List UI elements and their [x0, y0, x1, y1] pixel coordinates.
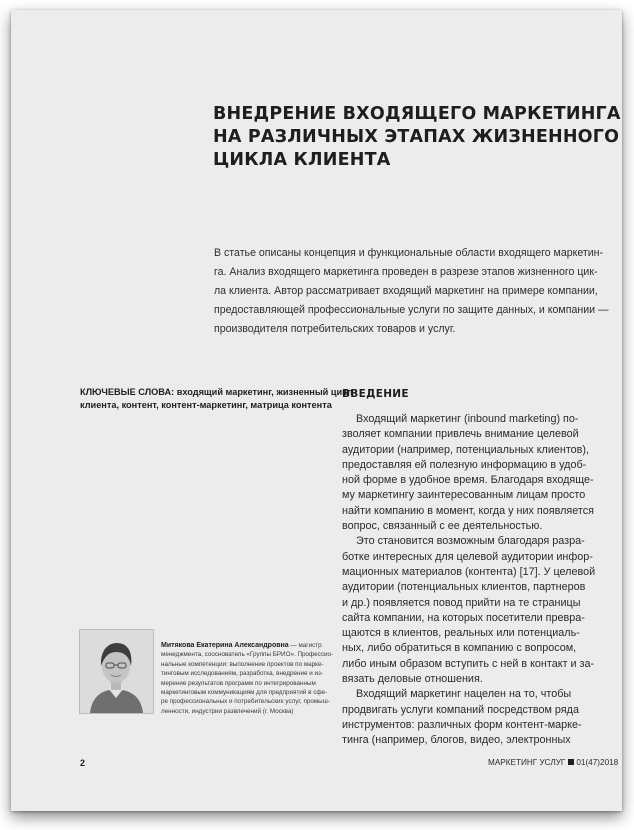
body-line: либо иным образом вступить с ней в контакт и за-: [342, 657, 595, 670]
body-line: предоставляя ей полезную информацию в удоб-: [342, 458, 587, 471]
article-title: [213, 103, 621, 172]
title-line: ВНЕДРЕНИЕ ВХОДЯЩЕГО МАРКЕТИНГА: [213, 104, 621, 124]
body-line: ной форме в удобное время. Благодаря входяще-: [342, 474, 594, 487]
body-line: щаются в клиентов, реальных или потенциаль-: [342, 627, 580, 640]
body-line: инструментов: различных форм контент-марке-: [342, 718, 582, 731]
body-line: сайта компании, на которых посетители превра-: [342, 611, 585, 624]
abstract-line: предоставляющей профессиональные услуги по защите данных, и компании —: [214, 304, 609, 316]
body-line: зволяет компании привлечь внимание целевой: [342, 428, 579, 441]
body-line: мационных материалов (контента) [17]. У целевой: [342, 565, 596, 578]
page-number: 2: [80, 758, 86, 768]
abstract-line: В статье описаны концепция и функциональные области входящего маркетин-: [214, 247, 604, 259]
section-heading: ВВЕДЕНИЕ: [342, 388, 409, 400]
body-line: аудитории (например, потенциальных клиентов),: [342, 443, 589, 456]
abstract: [214, 244, 609, 339]
title-line: НА РАЗЛИЧНЫХ ЭТАПАХ ЖИЗНЕННОГО: [213, 127, 620, 147]
author-photo: [79, 629, 154, 714]
body-text: [342, 412, 604, 749]
author-bio-line: мерение результатов программ по интегрированным: [161, 679, 316, 687]
body-line: и др.) появляется повод прийти на те страницы: [342, 596, 581, 609]
abstract-line: га. Анализ входящего маркетинга проведен в разрезе этапов жизненного цик-: [214, 266, 598, 278]
keywords-line: КЛЮЧЕВЫЕ СЛОВА: входящий маркетинг, жизненный цикл: [80, 387, 353, 397]
journal-page: [11, 10, 622, 811]
abstract-line: производителя потребительских товаров и услуг.: [214, 323, 456, 335]
square-bullet-icon: [568, 759, 574, 765]
journal-issue: 01(47)2018: [576, 758, 619, 767]
body-line: Входящий маркетинг нацелен на то, чтобы: [356, 688, 572, 701]
body-line: Входящий маркетинг (inbound marketing) по-: [356, 413, 579, 425]
body-line: Это становится возможным благодаря разра-: [356, 535, 585, 548]
journal-name: МАРКЕТИНГ УСЛУГ: [488, 758, 566, 767]
author-bio: [161, 641, 341, 716]
body-line: му маркетингу заинтересованным лицам просто: [342, 489, 586, 502]
body-line: ных, либо обратиться в компанию с вопросом,: [342, 642, 577, 655]
body-line: ботке интересных для целевой аудитории инфор-: [342, 550, 593, 563]
author-bio-line: маркетинговым коммуникациям для предприятий в сфе-: [161, 689, 328, 697]
author-bio-line: ленности, индустрии развлечений (г. Москва): [161, 707, 294, 715]
author-portrait-icon: [80, 630, 153, 713]
body-line: продвигать услуги компаний посредством ряда: [342, 703, 579, 716]
body-line: аудитории (потенциальных клиентов, партнеров: [342, 581, 586, 594]
author-name: Митякова Екатерина Александровна: [161, 642, 289, 649]
author-bio-line: ре профессиональных и потребительских услуг, промыш-: [161, 698, 330, 706]
keywords: [80, 386, 353, 412]
author-bio-line: менеджмента, сооснователь «Группы БРИО». Профессио-: [161, 651, 334, 659]
author-bio-first: — магистр: [288, 642, 322, 649]
abstract-line: ла клиента. Автор рассматривает входящий маркетинг на примере компании,: [214, 285, 598, 297]
author-bio-line: нальные компетенции: выполнение проектов по марке-: [161, 660, 324, 668]
author-bio-line: тинговым исследованиям, разработка, внедрение и из-: [161, 670, 323, 678]
body-line: вязать деловые отношения.: [342, 673, 483, 686]
body-line: вопрос, связанный с ее деятельностью.: [342, 520, 543, 533]
author-bio-first-line: [161, 641, 341, 650]
body-line: найти компанию в момент, когда у них появляется: [342, 504, 594, 517]
title-line: ЦИКЛА КЛИЕНТА: [213, 150, 391, 170]
journal-footer: [488, 758, 618, 767]
body-line: тинга (например, блогов, видео, электронных: [342, 734, 571, 747]
keywords-line: клиента, контент, контент-маркетинг, матрица контента: [80, 400, 332, 410]
